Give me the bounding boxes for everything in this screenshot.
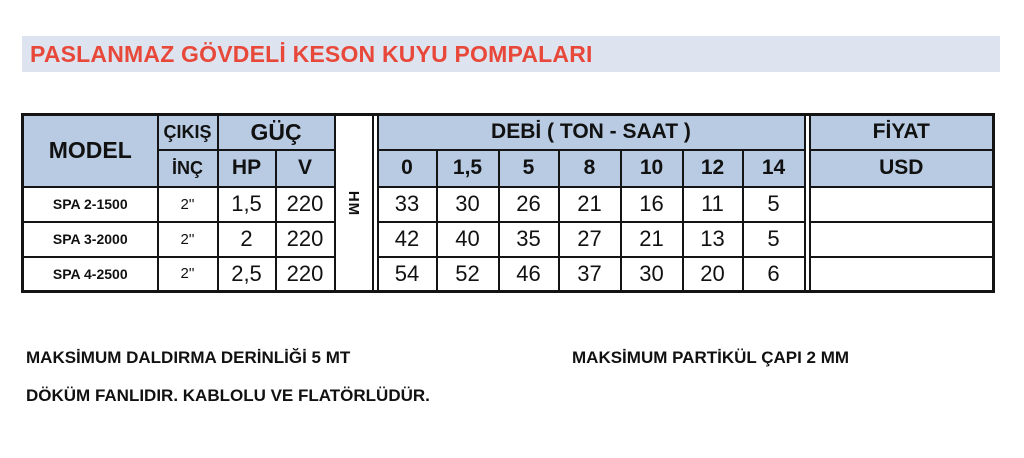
- header-fiyat: FİYAT: [810, 115, 994, 150]
- row-debi-1-5: 30: [437, 187, 499, 222]
- row-inc: 2'': [158, 257, 218, 292]
- header-cikis: ÇIKIŞ: [158, 115, 218, 150]
- pump-price-table: [21, 113, 995, 293]
- row-v: 220: [276, 187, 335, 222]
- header-debi-10: 10: [621, 150, 683, 187]
- row-price: [810, 187, 994, 222]
- row-debi-0: 42: [378, 222, 437, 257]
- title-bar: [22, 36, 1000, 72]
- row-price: [810, 257, 994, 292]
- header-debi-14: 14: [743, 150, 805, 187]
- note-max-particle: MAKSİMUM PARTİKÜL ÇAPI 2 MM: [572, 348, 850, 367]
- page-title: PASLANMAZ GÖVDELİ KESON KUYU POMPALARI: [30, 41, 593, 67]
- row-model: SPA 4-2500: [23, 257, 158, 292]
- row-model: SPA 2-1500: [23, 187, 158, 222]
- row-debi-0: 54: [378, 257, 437, 292]
- row-debi-12: 20: [683, 257, 743, 292]
- row-debi-1-5: 40: [437, 222, 499, 257]
- row-v: 220: [276, 257, 335, 292]
- hm-label: HM: [344, 190, 362, 216]
- header-v: V: [276, 150, 335, 187]
- row-v: 220: [276, 222, 335, 257]
- row-debi-8: 27: [559, 222, 621, 257]
- row-debi-5: 26: [499, 187, 559, 222]
- row-debi-10: 16: [621, 187, 683, 222]
- row-debi-8: 21: [559, 187, 621, 222]
- row-debi-8: 37: [559, 257, 621, 292]
- row-debi-12: 13: [683, 222, 743, 257]
- header-debi-8: 8: [559, 150, 621, 187]
- row-hp: 2,5: [218, 257, 276, 292]
- row-debi-14: 5: [743, 222, 805, 257]
- row-debi-0: 33: [378, 187, 437, 222]
- row-price: [810, 222, 994, 257]
- header-debi: DEBİ ( TON - SAAT ): [378, 115, 805, 150]
- row-inc: 2'': [158, 187, 218, 222]
- header-guc: GÜÇ: [218, 115, 335, 150]
- row-hp: 2: [218, 222, 276, 257]
- table-row: [23, 257, 994, 292]
- header-debi-0: 0: [378, 150, 437, 187]
- header-debi-1-5: 1,5: [437, 150, 499, 187]
- row-model: SPA 3-2000: [23, 222, 158, 257]
- note-features: DÖKÜM FANLIDIR. KABLOLU VE FLATÖRLÜDÜR.: [26, 386, 430, 405]
- header-debi-5: 5: [499, 150, 559, 187]
- row-debi-1-5: 52: [437, 257, 499, 292]
- row-debi-5: 35: [499, 222, 559, 257]
- row-debi-10: 21: [621, 222, 683, 257]
- header-hp: HP: [218, 150, 276, 187]
- row-hp: 1,5: [218, 187, 276, 222]
- row-debi-14: 6: [743, 257, 805, 292]
- header-usd: USD: [810, 150, 994, 187]
- row-debi-10: 30: [621, 257, 683, 292]
- header-inc: İNÇ: [158, 150, 218, 187]
- row-debi-5: 46: [499, 257, 559, 292]
- row-inc: 2'': [158, 222, 218, 257]
- header-debi-12: 12: [683, 150, 743, 187]
- row-debi-14: 5: [743, 187, 805, 222]
- hm-column: [335, 115, 373, 292]
- table-row: [23, 222, 994, 257]
- note-max-depth: MAKSİMUM DALDIRMA DERİNLİĞİ 5 MT: [26, 348, 351, 367]
- header-model: MODEL: [23, 115, 158, 187]
- table-row: [23, 187, 994, 222]
- row-debi-12: 11: [683, 187, 743, 222]
